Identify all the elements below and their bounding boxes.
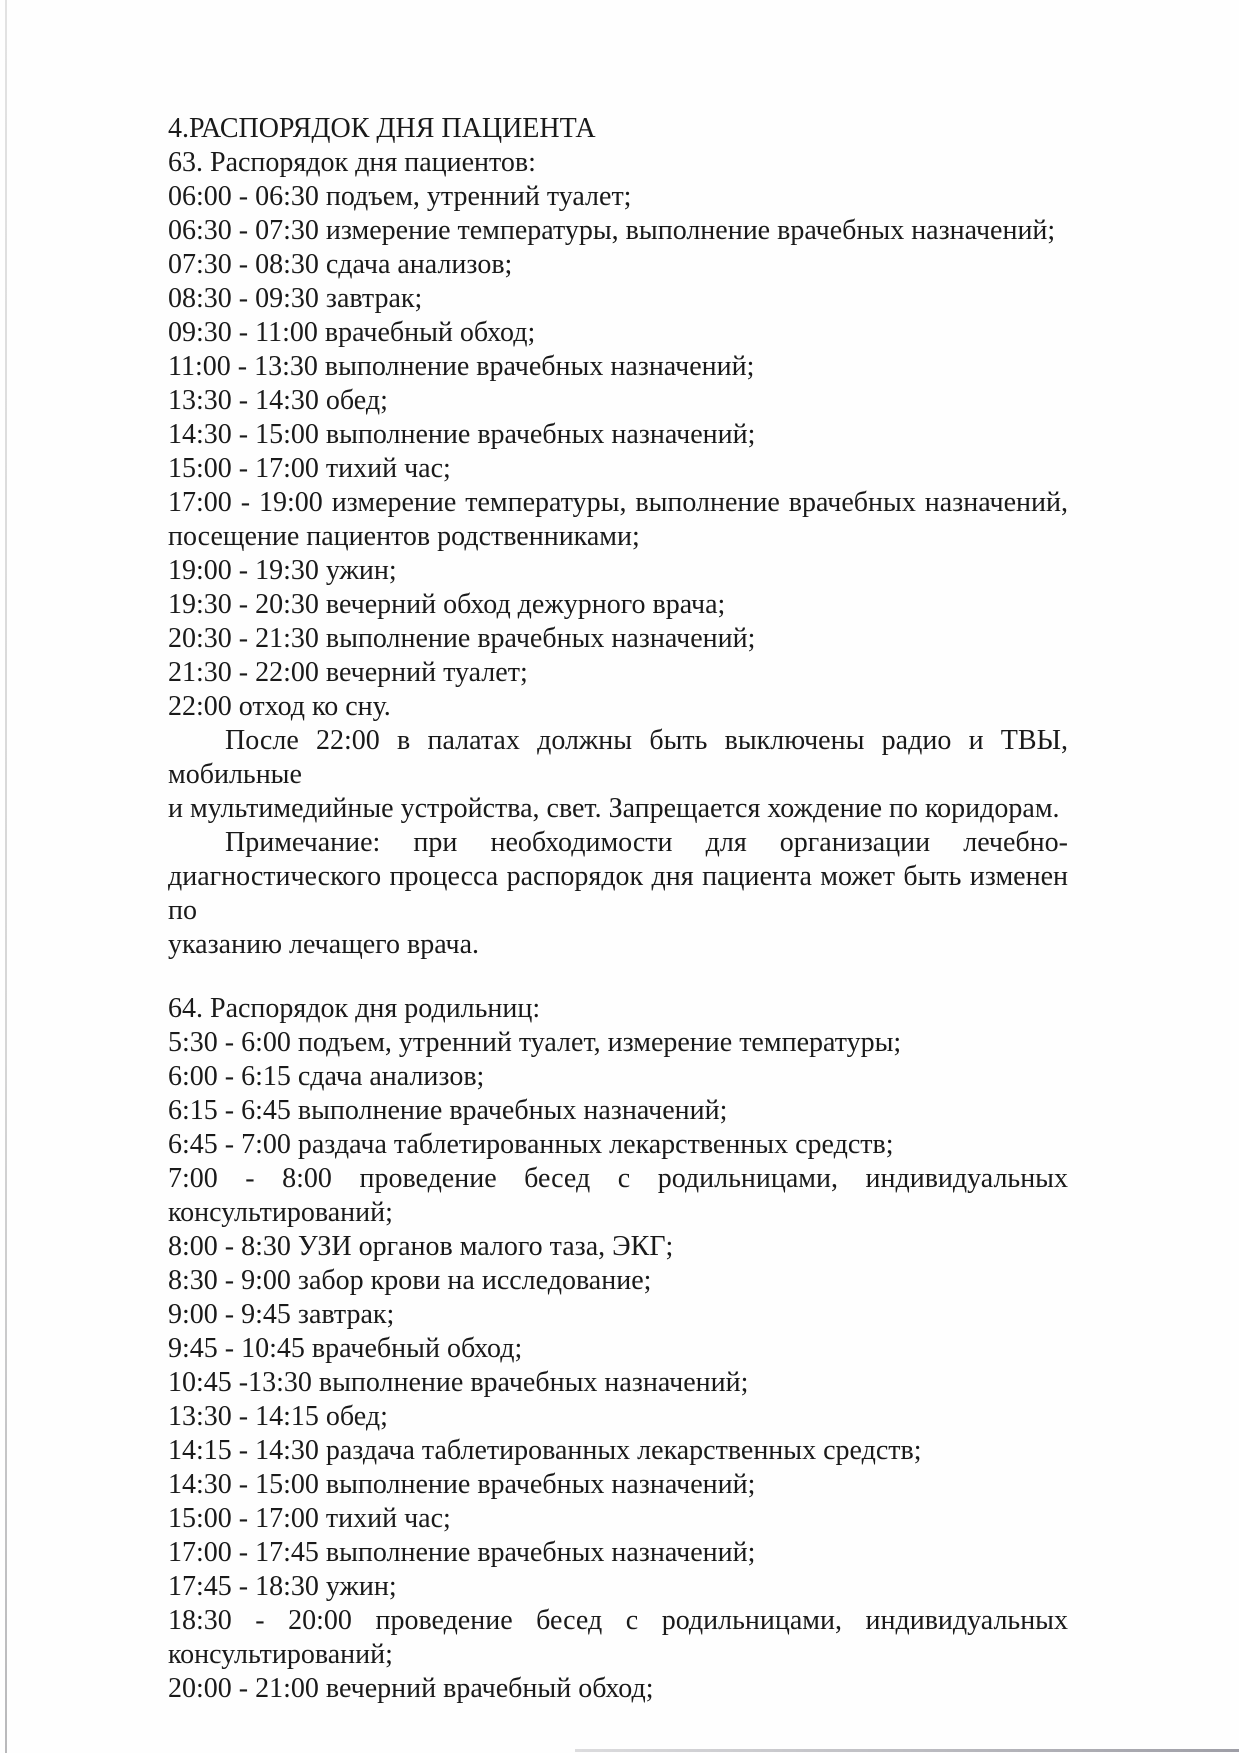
schedule-line: 19:30 - 20:30 вечерний обход дежурного врача; (168, 589, 726, 620)
schedule-line: 6:00 - 6:15 сдача анализов; (168, 1061, 485, 1092)
schedule-line: 6:15 - 6:45 выполнение врачебных назначений; (168, 1095, 728, 1126)
schedule-line: 7:00 - 8:00 проведение бесед с родильницами, индивидуальных (168, 1163, 1068, 1194)
schedule-line: 14:15 - 14:30 раздача таблетированных лекарственных средств; (168, 1435, 922, 1466)
schedule-line: 06:30 - 07:30 измерение температуры, выполнение врачебных назначений; (168, 215, 1056, 246)
schedule-line: 13:30 - 14:15 обед; (168, 1401, 388, 1432)
schedule-line: 17:45 - 18:30 ужин; (168, 1571, 397, 1602)
section-heading: 64. Распорядок дня родильниц: (168, 993, 541, 1024)
schedule-line: 11:00 - 13:30 выполнение врачебных назначений; (168, 351, 755, 382)
schedule-line: 14:30 - 15:00 выполнение врачебных назначений; (168, 419, 756, 450)
schedule-line: 17:00 - 17:45 выполнение врачебных назначений; (168, 1537, 756, 1568)
schedule-line: 06:00 - 06:30 подъем, утренний туалет; (168, 181, 632, 212)
schedule-line-continuation: посещение пациентов родственниками; (168, 521, 640, 552)
schedule-line: 21:30 - 22:00 вечерний туалет; (168, 657, 528, 688)
schedule-line: 8:30 - 9:00 забор крови на исследование; (168, 1265, 652, 1296)
schedule-line-continuation: консультирований; (168, 1197, 393, 1228)
paragraph-line: Примечание: при необходимости для организации лечебно- (225, 827, 1068, 858)
schedule-line: 9:45 - 10:45 врачебный обход; (168, 1333, 523, 1364)
schedule-line: 15:00 - 17:00 тихий час; (168, 1503, 451, 1534)
schedule-line: 20:30 - 21:30 выполнение врачебных назначений; (168, 623, 756, 654)
schedule-line: 07:30 - 08:30 сдача анализов; (168, 249, 513, 280)
schedule-line: 19:00 - 19:30 ужин; (168, 555, 397, 586)
section-heading: 63. Распорядок дня пациентов: (168, 147, 536, 178)
schedule-line: 18:30 - 20:00 проведение бесед с родильницами, индивидуальных (168, 1605, 1068, 1636)
schedule-line: 17:00 - 19:00 измерение температуры, выполнение врачебных назначений, (168, 487, 1068, 518)
schedule-line: 10:45 -13:30 выполнение врачебных назначений; (168, 1367, 749, 1398)
schedule-line: 9:00 - 9:45 завтрак; (168, 1299, 395, 1330)
paragraph-line: диагностического процесса распорядок дня пациента может быть изменен по (168, 861, 1068, 926)
document-text (168, 112, 1068, 1706)
scan-bottom-artifact (575, 1749, 1239, 1752)
scan-edge-artifact (5, 0, 7, 1753)
schedule-line: 13:30 - 14:30 обед; (168, 385, 388, 416)
schedule-line-continuation: консультирований; (168, 1639, 393, 1670)
paragraph-line: указанию лечащего врача. (168, 929, 480, 960)
schedule-line: 08:30 - 09:30 завтрак; (168, 283, 423, 314)
schedule-line: 22:00 отход ко сну. (168, 691, 391, 722)
schedule-line: 6:45 - 7:00 раздача таблетированных лекарственных средств; (168, 1129, 894, 1160)
document-title: 4.РАСПОРЯДОК ДНЯ ПАЦИЕНТА (168, 113, 596, 144)
schedule-line: 15:00 - 17:00 тихий час; (168, 453, 451, 484)
schedule-line: 5:30 - 6:00 подъем, утренний туалет, измерение температуры; (168, 1027, 902, 1058)
paragraph-line: и мультимедийные устройства, свет. Запрещается хождение по коридорам. (168, 793, 1060, 824)
schedule-line: 8:00 - 8:30 УЗИ органов малого таза, ЭКГ; (168, 1231, 674, 1262)
schedule-line: 20:00 - 21:00 вечерний врачебный обход; (168, 1673, 654, 1704)
schedule-line: 14:30 - 15:00 выполнение врачебных назначений; (168, 1469, 756, 1500)
schedule-line: 09:30 - 11:00 врачебный обход; (168, 317, 536, 348)
paragraph-line: После 22:00 в палатах должны быть выключены радио и ТВЫ, мобильные (168, 725, 1068, 790)
